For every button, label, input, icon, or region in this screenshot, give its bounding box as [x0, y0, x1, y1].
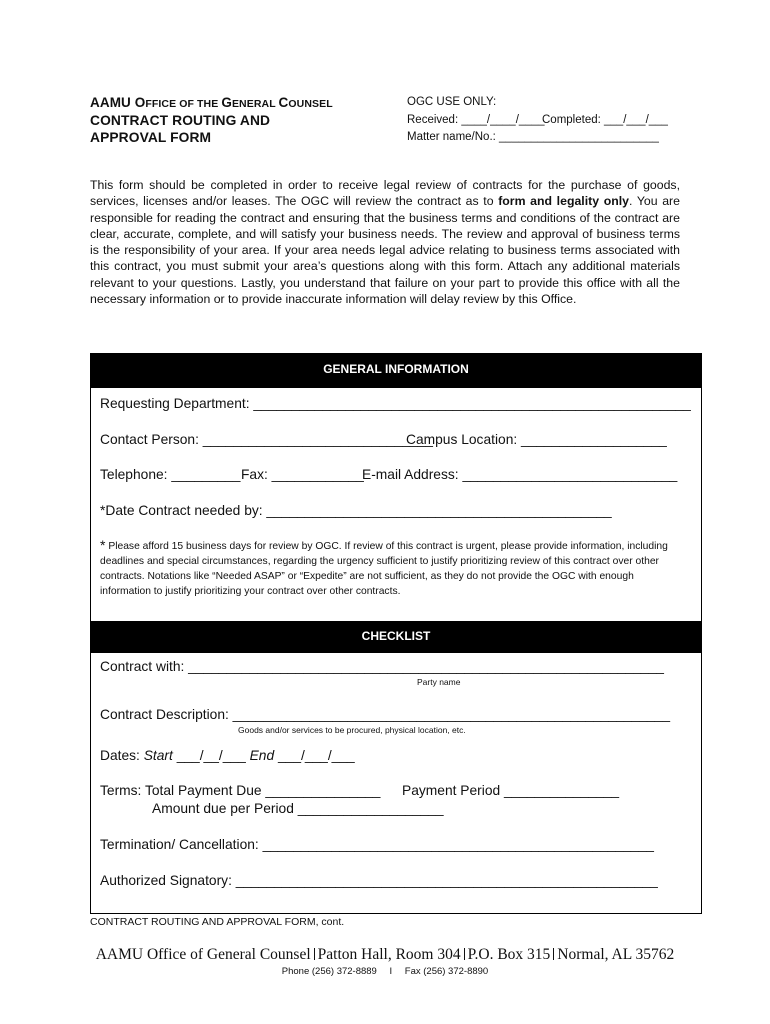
ogc-use-label: OGC USE ONLY:: [407, 96, 497, 108]
footer-address: AAMU Office of General Counsel Patton Hall, Room 304 P.O. Box 315 Normal, AL 35762: [95, 946, 675, 963]
continuation-label: CONTRACT ROUTING AND APPROVAL FORM, cont.: [90, 916, 345, 928]
amount-due-field[interactable]: Amount due per Period ___________________: [152, 801, 444, 816]
dates-field[interactable]: Dates: Start ___/__/___ End ___/___/___: [100, 748, 355, 763]
separator: [314, 948, 315, 960]
footer-phone: Phone (256) 372-8889 I Fax (256) 372-8890: [281, 966, 489, 977]
total-payment-field[interactable]: Terms: Total Payment Due _______________: [100, 783, 381, 798]
received-field[interactable]: Received: ____/____/____: [407, 114, 545, 126]
authorized-signatory-field[interactable]: Authorized Signatory: _______________________________________________________: [100, 873, 658, 888]
urgency-note: * Please afford 15 business days for review by OGC. If review of this contract is urgent, please provide information, including deadlines and special circumstances, regarding the urgency sufficient to justify prioritizing review of this contract over other contracts. Notations like “Needed ASAP” or “Expedite” are not sufficient, as they do not provide the OGC with enough information to justify prioritizing your contract over other contracts.: [100, 537, 668, 597]
office-title: AAMU OFFICE OF THE GENERAL COUNSEL: [90, 95, 333, 110]
description-hint: Goods and/or services to be procured, physical location, etc.: [238, 725, 466, 735]
intro-paragraph: This form should be completed in order to receive legal review of contracts for the purchase of goods, services, licenses and/or leases. The OGC will review the contract as to form and legality only. You are responsible for reading the contract and ensuring that the business terms and conditions of the contract are clear, accurate, complete, and will satisfy your business needs. The review and approval of business terms is the responsibility of your area. If your area needs legal advice relating to business terms associated with this contract, you must submit your area’s questions along with this form. Attach any additional materials relevant to your questions. Lastly, you understand that failure on your part to provide this office with all the necessary information or to provide inaccurate information will delay review by this Office.: [90, 178, 680, 307]
matter-field[interactable]: Matter name/No.: _________________________: [407, 131, 659, 143]
checklist-heading: CHECKLIST: [91, 621, 701, 653]
telephone-field[interactable]: Telephone: _________: [100, 467, 241, 482]
date-needed-field[interactable]: *Date Contract needed by: _____________________________________________: [100, 503, 612, 518]
separator: I: [389, 966, 393, 977]
completed-field[interactable]: Completed: ___/___/___: [542, 114, 668, 126]
contract-description-field[interactable]: Contract Description: _________________________________________________________: [100, 707, 671, 722]
email-field[interactable]: E-mail Address: ____________________________: [362, 467, 678, 482]
separator: [553, 948, 554, 960]
general-info-heading: GENERAL INFORMATION: [91, 354, 701, 388]
form-title-line2: APPROVAL FORM: [90, 130, 212, 145]
contract-with-field[interactable]: Contract with: ______________________________________________________________: [100, 659, 664, 674]
form-title-line1: CONTRACT ROUTING AND: [90, 113, 271, 128]
party-name-hint: Party name: [417, 677, 461, 687]
contact-person-field[interactable]: Contact Person: ______________________________: [100, 432, 433, 447]
fax-field[interactable]: Fax: ____________: [241, 467, 364, 482]
separator: [464, 948, 465, 960]
termination-field[interactable]: Termination/ Cancellation: ___________________________________________________: [100, 837, 654, 852]
payment-period-field[interactable]: Payment Period _______________: [402, 783, 620, 798]
requesting-department-field[interactable]: Requesting Department: _________________________________________________________: [100, 396, 691, 411]
campus-location-field[interactable]: Campus Location: ___________________: [406, 432, 667, 447]
